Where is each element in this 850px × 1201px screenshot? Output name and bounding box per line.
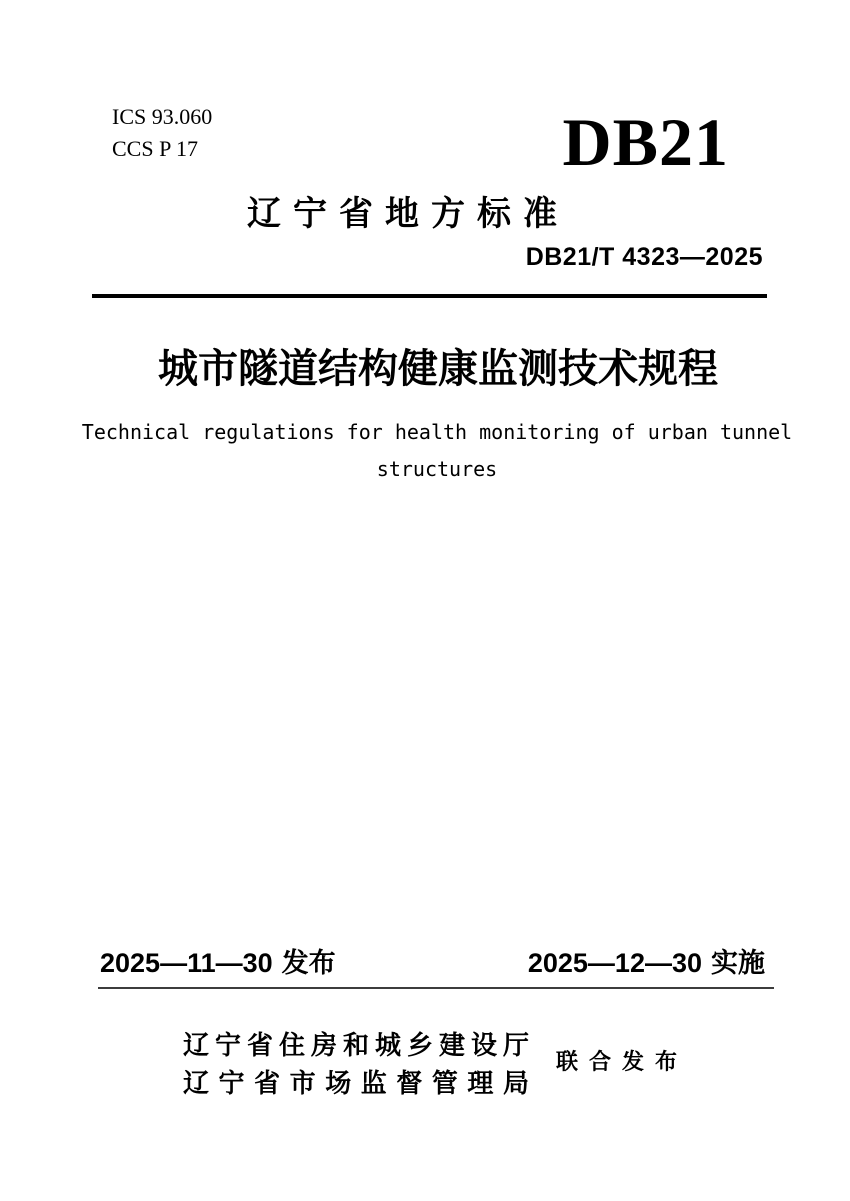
classification-block [112,101,212,165]
header-rule [92,294,767,298]
standard-code: DB21/T 4323—2025 [525,243,763,271]
implement-date: 2025—12—30 [527,948,702,978]
standard-category-title: 辽宁省地方标准 [247,195,569,233]
publisher-name-2: 辽宁省市场监督管理局 [183,1068,529,1098]
publisher-name-1: 辽宁省住房和城乡建设厅 [183,1030,529,1060]
ccs-code: CCS P 17 [112,136,199,161]
issue-date-label: 发布 [281,948,336,978]
document-title-en-line2: structures [376,457,498,481]
implement-date-label: 实施 [711,948,765,978]
implement-date-item [528,941,765,980]
dates-row [100,941,765,980]
document-title-en-line1: Technical regulations for health monitoring of urban tunnel [81,420,793,444]
issue-date-item [100,941,336,980]
issue-date: 2025—11—30 [100,948,273,978]
publisher-block [183,1026,529,1102]
document-title-en [24,414,850,488]
footer-rule [98,987,774,989]
ics-code: ICS 93.060 [112,104,213,129]
joint-publish-label: 联合发布 [556,1049,689,1074]
document-title-zh: 城市隧道结构健康监测技术规程 [158,347,718,391]
db-logo: DB21 [562,104,729,180]
